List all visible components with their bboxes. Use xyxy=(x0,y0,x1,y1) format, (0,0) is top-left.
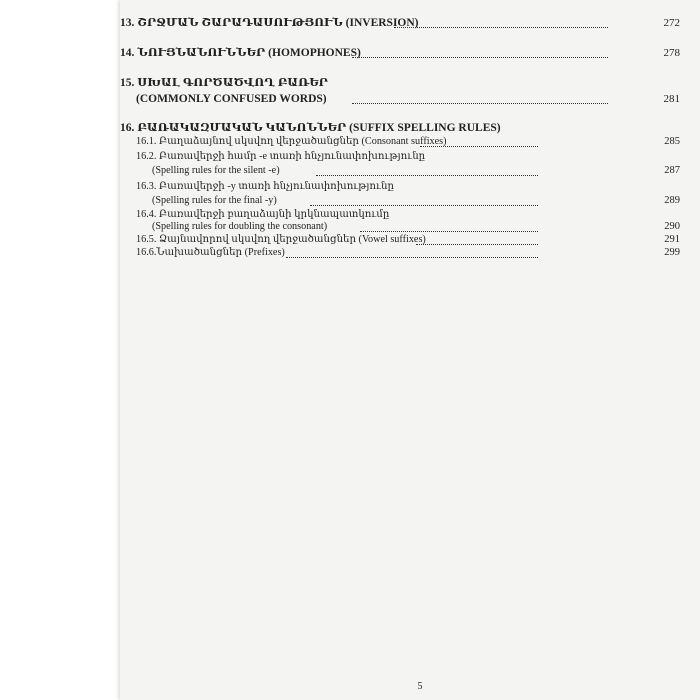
toc-entry-page: 272 xyxy=(663,17,680,29)
book-page xyxy=(120,0,700,700)
toc-subentry-title: 16.1. Բաղաձայնով սկսվող վերջածանցներ (Consonant suffixes) xyxy=(136,136,447,147)
toc-subentry-page: 290 xyxy=(664,221,680,232)
dot-leader xyxy=(352,57,608,58)
dot-leader xyxy=(352,103,608,104)
toc-entry-title-continued: (COMMONLY CONFUSED WORDS) xyxy=(136,93,327,105)
toc-entry-number: 14. xyxy=(120,47,135,59)
dot-leader xyxy=(316,175,538,176)
toc-subentry-title: 16.6.Նախածանցներ (Prefixes) xyxy=(136,247,285,258)
toc-subentry-title-continued: (Spelling rules for the final -y) xyxy=(152,195,277,206)
toc-subentry-title: 16.2. Բառավերջի համր -e տառի հնչյունափոխությունը xyxy=(136,151,426,162)
toc-entry-title: ՇՐՋՄԱՆ ՇԱՐԱԴԱՍՈՒԹՅՈՒՆ (INVERSION) xyxy=(137,17,419,29)
dot-leader xyxy=(286,257,538,258)
dot-leader xyxy=(420,146,538,147)
dot-leader xyxy=(360,231,538,232)
toc-subentry-page: 291 xyxy=(664,234,680,245)
toc-subentry-page: 299 xyxy=(664,247,680,258)
page-number-footer: 5 xyxy=(417,681,423,692)
toc-entry-page: 281 xyxy=(663,93,680,105)
toc-subentry-title: 16.4. Բառավերջի բաղաձայնի կրկնապատկումը xyxy=(136,209,390,220)
toc-entry-title: ՆՈՒՅՆԱՆՈՒՆՆԵՐ (HOMOPHONES) xyxy=(137,47,361,59)
toc-entry-number: 16. xyxy=(120,122,135,134)
toc-subentry-title: 16.3. Բառավերջի -y տառի հնչյունափոխությունը xyxy=(136,181,394,192)
toc-subentry-page: 289 xyxy=(664,195,680,206)
toc-entry-number: 15. xyxy=(120,77,135,89)
toc-subentry-title: 16.5. Ձայնավորով սկսվող վերջածանցներ (Vowel suffixes) xyxy=(136,234,426,245)
toc-entry-title: ՍԽԱԼ ԳՈՐԾԱԾՎՈՂ ԲԱՌԵՐ xyxy=(137,77,328,89)
toc-subentry-page: 285 xyxy=(664,136,680,147)
toc-entry-title: ԲԱՌԱԿԱԶՄԱԿԱՆ ԿԱՆՈՆՆԵՐ (SUFFIX SPELLING RULES) xyxy=(137,122,501,134)
toc-entry-number: 13. xyxy=(120,17,135,29)
toc-subentry-title-continued: (Spelling rules for doubling the consonant) xyxy=(152,221,328,232)
toc-subentry-page: 287 xyxy=(664,165,680,176)
toc-entry-page: 278 xyxy=(663,47,680,59)
dot-leader xyxy=(310,205,538,206)
table-of-contents xyxy=(120,0,700,700)
dot-leader xyxy=(394,27,608,28)
toc-subentry-title-continued: (Spelling rules for the silent -e) xyxy=(152,165,280,176)
dot-leader xyxy=(416,244,538,245)
